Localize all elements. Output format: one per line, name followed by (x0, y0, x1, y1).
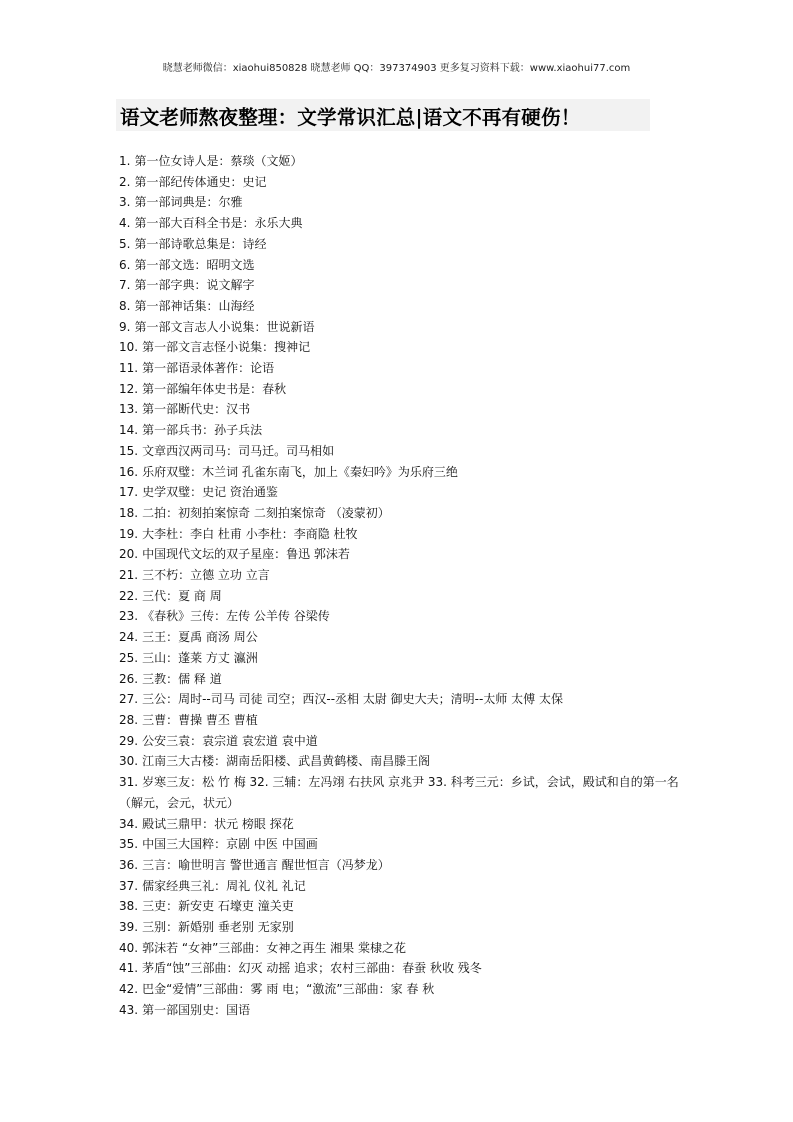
item-text: 岁寒三友：松 竹 梅 32. 三辅：左冯翊 右扶风 京兆尹 33. 科考三元：乡试，会试，殿试和自的第一名（解元，会元，状元） (119, 775, 679, 810)
item-number: 23. (119, 609, 139, 624)
item-number: 28. (119, 712, 139, 727)
item-text: 第一部语录体著作：论语 (142, 361, 275, 376)
list-item (119, 192, 679, 213)
item-text: 三别：新婚别 垂老别 无家别 (142, 920, 294, 935)
list-item (119, 151, 679, 172)
item-text: 三教：儒 释 道 (142, 671, 222, 686)
item-text: 第一位女诗人是：蔡琰（文姬） (134, 154, 303, 168)
list-item (119, 213, 679, 234)
item-number: 27. (119, 692, 139, 707)
item-text: 三王：夏禹 商汤 周公 (142, 630, 258, 645)
item-text: 史学双璧：史记 资治通鉴 (142, 485, 278, 500)
item-text: 文章西汉两司马：司马迁。司马相如 (142, 443, 335, 458)
item-text: 江南三大古楼：湖南岳阳楼、武昌黄鹤楼、南昌滕王阁 (142, 754, 431, 769)
list-item (119, 958, 679, 979)
item-text: 第一部断代史：汉书 (142, 402, 251, 417)
list-item (119, 441, 679, 462)
item-text: 二拍：初刻拍案惊奇 二刻拍案惊奇 （凌蒙初） (142, 505, 390, 520)
list-item (119, 379, 679, 400)
list-item (119, 1000, 679, 1021)
list-item (119, 710, 679, 731)
page-header: 晓慧老师微信：xiaohui850828 晓慧老师 QQ：397374903 更多复习资料下载：www.xiaohui77.com (162, 63, 631, 74)
list-item (119, 462, 679, 483)
list-item (119, 834, 679, 855)
item-number: 12. (119, 381, 139, 396)
list-item (119, 876, 679, 897)
list-item (119, 627, 679, 648)
list-item (119, 565, 679, 586)
item-number: 42. (119, 982, 139, 997)
item-number: 2. (119, 174, 131, 189)
item-text: 三代：夏 商 周 (142, 588, 222, 603)
list-item (119, 606, 679, 627)
item-text: 第一部文言志怪小说集：搜神记 (142, 340, 311, 355)
item-number: 7. (119, 278, 131, 293)
list-item (119, 234, 679, 255)
item-text: 三吏：新安吏 石壕吏 潼关吏 (142, 899, 294, 914)
item-number: 11. (119, 361, 139, 376)
list-item (119, 296, 679, 317)
item-number: 36. (119, 857, 139, 872)
item-number: 41. (119, 961, 139, 976)
list-item (119, 772, 679, 813)
item-text: 郭沫若 “女神”三部曲：女神之再生 湘果 棠棣之花 (142, 940, 406, 955)
item-number: 43. (119, 1002, 139, 1017)
item-number: 24. (119, 630, 139, 645)
item-number: 6. (119, 257, 131, 272)
item-number: 15. (119, 443, 139, 458)
item-text: 第一部兵书：孙子兵法 (142, 423, 263, 438)
list-item (119, 275, 679, 296)
item-text: 第一部神话集：山海经 (134, 298, 255, 313)
list-item (119, 482, 679, 503)
list-item (119, 917, 679, 938)
item-number: 25. (119, 650, 139, 665)
item-number: 37. (119, 878, 139, 893)
item-text: 殿试三鼎甲：状元 榜眼 探花 (142, 816, 294, 831)
item-text: 巴金“爱情”三部曲：雾 雨 电；“激流”三部曲：家 春 秋 (142, 982, 435, 997)
list-item (119, 317, 679, 338)
item-number: 14. (119, 423, 139, 438)
item-text: 三山：蓬莱 方丈 瀛洲 (142, 650, 258, 665)
item-text: 儒家经典三礼：周礼 仪礼 礼记 (142, 878, 306, 893)
list-item (119, 420, 679, 441)
item-number: 3. (119, 195, 131, 210)
list-item (119, 503, 679, 524)
item-number: 29. (119, 733, 139, 748)
item-text: 《春秋》三传：左传 公羊传 谷梁传 (142, 609, 330, 624)
item-text: 乐府双璧：木兰词 孔雀东南飞，加上《秦妇吟》为乐府三绝 (142, 464, 458, 479)
list-item (119, 358, 679, 379)
item-text: 第一部文选：昭明文选 (134, 257, 255, 272)
item-text: 第一部词典是：尔雅 (134, 195, 243, 210)
item-number: 18. (119, 505, 139, 520)
list-item (119, 337, 679, 358)
list-item (119, 814, 679, 835)
item-text: 大李杜：李白 杜甫 小李杜：李商隐 杜牧 (142, 526, 358, 541)
knowledge-list (119, 151, 679, 1021)
item-text: 第一部诗歌总集是：诗经 (134, 236, 267, 251)
item-number: 10. (119, 340, 139, 355)
item-number: 1. (119, 154, 131, 168)
item-number: 8. (119, 298, 131, 313)
item-text: 三曹：曹操 曹丕 曹植 (142, 712, 258, 727)
item-number: 31. (119, 775, 139, 790)
list-item (119, 399, 679, 420)
item-number: 20. (119, 547, 139, 562)
list-item (119, 938, 679, 959)
list-item (119, 524, 679, 545)
item-number: 19. (119, 526, 139, 541)
item-text: 三不朽：立德 立功 立言 (142, 568, 270, 583)
item-number: 39. (119, 920, 139, 935)
list-item (119, 648, 679, 669)
list-item (119, 172, 679, 193)
list-item (119, 855, 679, 876)
title-banner (116, 99, 650, 131)
item-number: 17. (119, 485, 139, 500)
item-text: 第一部字典：说文解字 (134, 278, 255, 293)
item-text: 第一部文言志人小说集：世说新语 (134, 319, 315, 334)
item-number: 34. (119, 816, 139, 831)
list-item (119, 669, 679, 690)
item-text: 中国现代文坛的双子星座：鲁迅 郭沫若 (142, 547, 350, 562)
item-number: 38. (119, 899, 139, 914)
item-text: 第一部编年体史书是：春秋 (142, 381, 287, 396)
item-text: 第一部大百科全书是：永乐大典 (134, 216, 303, 231)
list-item (119, 979, 679, 1000)
list-item (119, 544, 679, 565)
item-number: 30. (119, 754, 139, 769)
item-number: 4. (119, 216, 131, 231)
list-item (119, 586, 679, 607)
item-text: 茅盾“蚀”三部曲：幻灭 动摇 追求；农村三部曲：春蚕 秋收 残冬 (142, 961, 482, 976)
item-text: 中国三大国粹：京剧 中医 中国画 (142, 837, 318, 852)
item-number: 35. (119, 837, 139, 852)
list-item (119, 255, 679, 276)
item-text: 三公：周时--司马 司徒 司空；西汉--丞相 太尉 御史大夫；清明--太师 太傅 太保 (142, 692, 563, 707)
item-number: 16. (119, 464, 139, 479)
list-item (119, 751, 679, 772)
item-number: 40. (119, 940, 139, 955)
item-number: 22. (119, 588, 139, 603)
list-item (119, 896, 679, 917)
item-number: 13. (119, 402, 139, 417)
page-title: 语文老师熬夜整理：文学常识汇总|语文不再有硬伤！ (120, 106, 581, 129)
item-number: 26. (119, 671, 139, 686)
item-number: 21. (119, 568, 139, 583)
item-text: 第一部纪传体通史：史记 (134, 174, 267, 189)
item-number: 5. (119, 236, 131, 251)
item-number: 9. (119, 319, 131, 334)
item-text: 公安三袁：袁宗道 袁宏道 袁中道 (142, 733, 318, 748)
list-item (119, 689, 679, 710)
item-text: 第一部国别史：国语 (142, 1002, 251, 1017)
list-item (119, 731, 679, 752)
item-text: 三言：喻世明言 警世通言 醒世恒言（冯梦龙） (142, 857, 390, 872)
